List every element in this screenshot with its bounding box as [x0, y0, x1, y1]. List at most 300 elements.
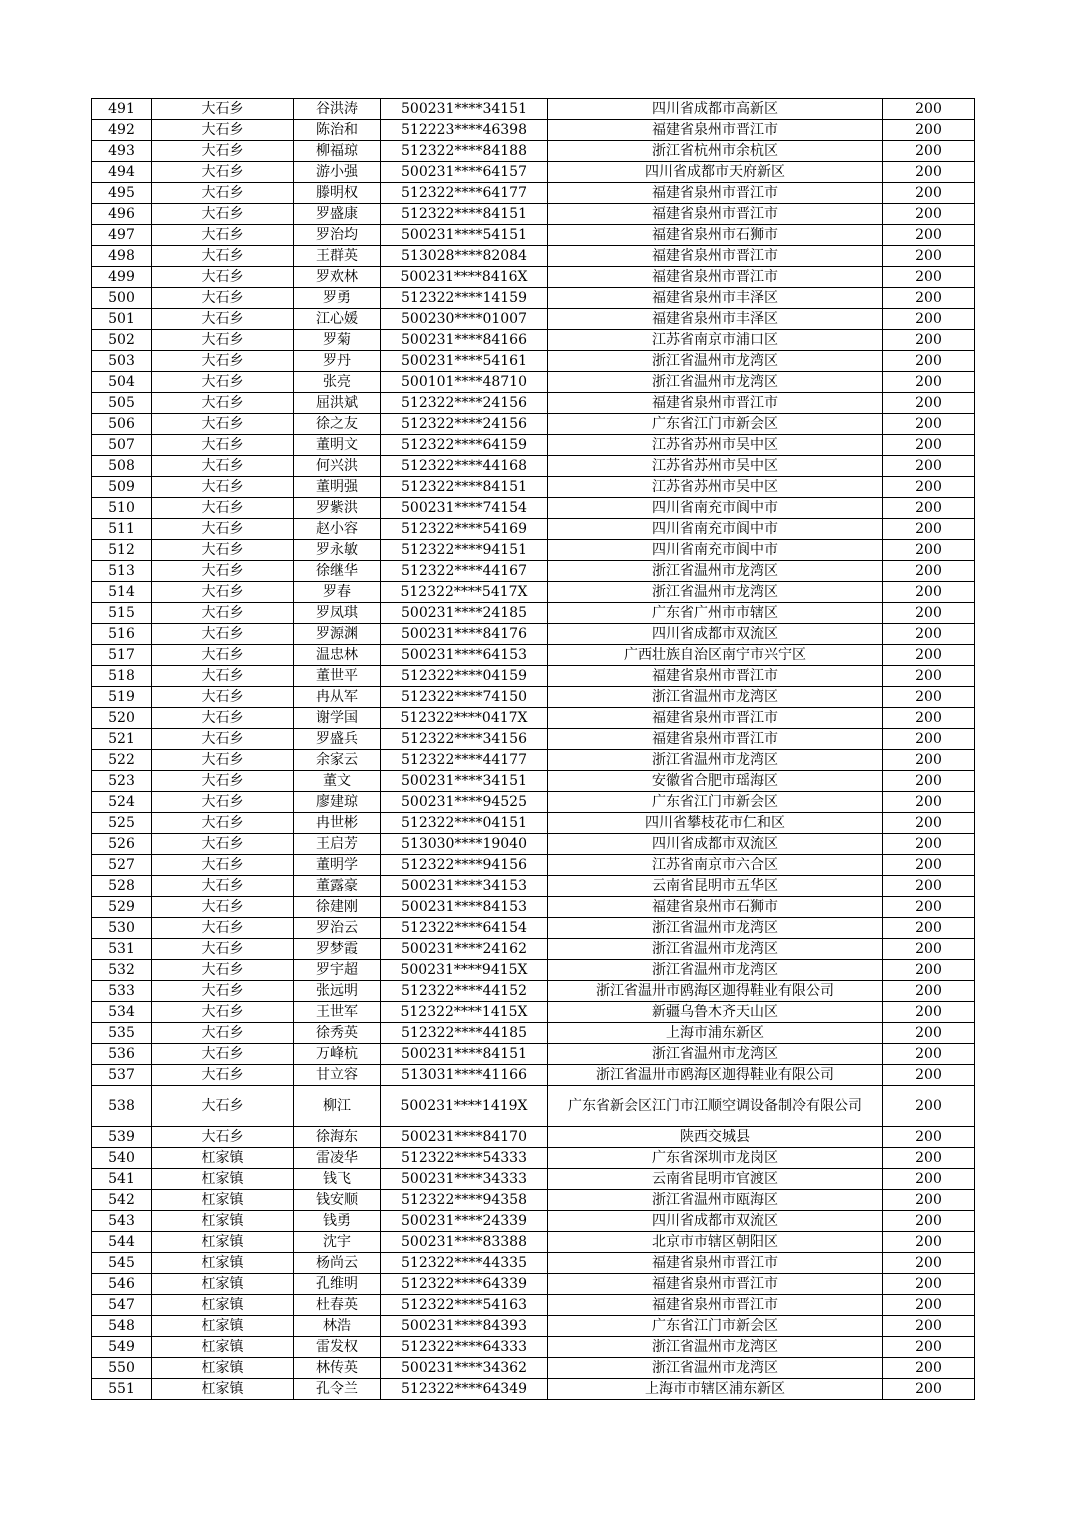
table-row: [92, 1295, 975, 1316]
address-cell: 安徽省合肥市瑶海区: [548, 771, 883, 792]
amount-cell: 200: [883, 687, 975, 708]
id-number-cell: 512322****44177: [381, 750, 548, 771]
table-row: [92, 855, 975, 876]
amount-cell: 200: [883, 813, 975, 834]
amount-cell: 200: [883, 1211, 975, 1232]
amount-cell: 200: [883, 645, 975, 666]
name-cell: 万峰杭: [294, 1044, 381, 1065]
town-cell: 大石乡: [152, 582, 294, 603]
amount-cell: 200: [883, 918, 975, 939]
address-cell: 浙江省温州市龙湾区: [548, 1358, 883, 1379]
table-row: [92, 498, 975, 519]
id-number-cell: 512223****46398: [381, 120, 548, 141]
name-cell: 董明文: [294, 435, 381, 456]
row-number-cell: 540: [92, 1148, 152, 1169]
id-number-cell: 500231****84151: [381, 1044, 548, 1065]
name-cell: 罗永敏: [294, 540, 381, 561]
name-cell: 董露豪: [294, 876, 381, 897]
row-number-cell: 507: [92, 435, 152, 456]
town-cell: 大石乡: [152, 939, 294, 960]
table-row: [92, 1127, 975, 1148]
name-cell: 柳福琼: [294, 141, 381, 162]
address-cell: 四川省攀枝花市仁和区: [548, 813, 883, 834]
town-cell: 杠家镇: [152, 1211, 294, 1232]
address-cell: 江苏省南京市六合区: [548, 855, 883, 876]
table-row: [92, 414, 975, 435]
table-row: [92, 939, 975, 960]
town-cell: 大石乡: [152, 456, 294, 477]
amount-cell: 200: [883, 1337, 975, 1358]
name-cell: 杜春英: [294, 1295, 381, 1316]
address-cell: 江苏省苏州市吴中区: [548, 456, 883, 477]
name-cell: 陈治和: [294, 120, 381, 141]
amount-cell: 200: [883, 99, 975, 120]
town-cell: 大石乡: [152, 813, 294, 834]
amount-cell: 200: [883, 519, 975, 540]
row-number-cell: 522: [92, 750, 152, 771]
table-row: [92, 1044, 975, 1065]
address-cell: 浙江省温卅市鸥海区迦得鞋业有限公司: [548, 1065, 883, 1086]
row-number-cell: 506: [92, 414, 152, 435]
row-number-cell: 515: [92, 603, 152, 624]
town-cell: 大石乡: [152, 603, 294, 624]
id-number-cell: 512322****84188: [381, 141, 548, 162]
town-cell: 大石乡: [152, 750, 294, 771]
row-number-cell: 538: [92, 1086, 152, 1127]
name-cell: 罗欢林: [294, 267, 381, 288]
amount-cell: 200: [883, 561, 975, 582]
amount-cell: 200: [883, 1232, 975, 1253]
name-cell: 冉世彬: [294, 813, 381, 834]
row-number-cell: 520: [92, 708, 152, 729]
table-row: [92, 1002, 975, 1023]
row-number-cell: 505: [92, 393, 152, 414]
town-cell: 大石乡: [152, 561, 294, 582]
name-cell: 谷洪涛: [294, 99, 381, 120]
id-number-cell: 500231****54161: [381, 351, 548, 372]
address-cell: 广东省新会区江门市江顺空调设备制冷有限公司: [548, 1086, 883, 1127]
address-cell: 浙江省温州市龙湾区: [548, 582, 883, 603]
name-cell: 罗春: [294, 582, 381, 603]
id-number-cell: 512322****34156: [381, 729, 548, 750]
id-number-cell: 500231****64153: [381, 645, 548, 666]
name-cell: 罗丹: [294, 351, 381, 372]
table-row: [92, 771, 975, 792]
row-number-cell: 502: [92, 330, 152, 351]
town-cell: 杠家镇: [152, 1274, 294, 1295]
amount-cell: 200: [883, 288, 975, 309]
address-cell: 浙江省杭州市余杭区: [548, 141, 883, 162]
address-cell: 浙江省温州市龙湾区: [548, 960, 883, 981]
address-cell: 福建省泉州市晋江市: [548, 246, 883, 267]
amount-cell: 200: [883, 204, 975, 225]
id-number-cell: 512322****64333: [381, 1337, 548, 1358]
row-number-cell: 535: [92, 1023, 152, 1044]
row-number-cell: 491: [92, 99, 152, 120]
address-cell: 浙江省温州市龙湾区: [548, 687, 883, 708]
name-cell: 雷凌华: [294, 1148, 381, 1169]
id-number-cell: 500231****83388: [381, 1232, 548, 1253]
name-cell: 罗勇: [294, 288, 381, 309]
id-number-cell: 500230****01007: [381, 309, 548, 330]
town-cell: 大石乡: [152, 225, 294, 246]
town-cell: 大石乡: [152, 645, 294, 666]
table-row: [92, 540, 975, 561]
id-number-cell: 513031****41166: [381, 1065, 548, 1086]
id-number-cell: 500231****24185: [381, 603, 548, 624]
address-cell: 福建省泉州市晋江市: [548, 393, 883, 414]
table-row: [92, 120, 975, 141]
town-cell: 大石乡: [152, 834, 294, 855]
row-number-cell: 510: [92, 498, 152, 519]
address-cell: 福建省泉州市晋江市: [548, 183, 883, 204]
row-number-cell: 495: [92, 183, 152, 204]
name-cell: 谢学国: [294, 708, 381, 729]
amount-cell: 200: [883, 981, 975, 1002]
table-row: [92, 960, 975, 981]
id-number-cell: 512322****94151: [381, 540, 548, 561]
id-number-cell: 500231****94525: [381, 792, 548, 813]
amount-cell: 200: [883, 393, 975, 414]
name-cell: 罗梦霞: [294, 939, 381, 960]
address-cell: 浙江省温州市龙湾区: [548, 1337, 883, 1358]
address-cell: 云南省昆明市官渡区: [548, 1169, 883, 1190]
row-number-cell: 525: [92, 813, 152, 834]
address-cell: 浙江省温州市龙湾区: [548, 372, 883, 393]
amount-cell: 200: [883, 1190, 975, 1211]
address-cell: 浙江省温卅市鸥海区迦得鞋业有限公司: [548, 981, 883, 1002]
address-cell: 福建省泉州市晋江市: [548, 1253, 883, 1274]
town-cell: 大石乡: [152, 309, 294, 330]
amount-cell: 200: [883, 1086, 975, 1127]
table-row: [92, 330, 975, 351]
town-cell: 大石乡: [152, 666, 294, 687]
amount-cell: 200: [883, 477, 975, 498]
name-cell: 张亮: [294, 372, 381, 393]
row-number-cell: 498: [92, 246, 152, 267]
address-cell: 四川省成都市天府新区: [548, 162, 883, 183]
amount-cell: 200: [883, 456, 975, 477]
id-number-cell: 500231****34151: [381, 771, 548, 792]
row-number-cell: 547: [92, 1295, 152, 1316]
row-number-cell: 511: [92, 519, 152, 540]
table-body: [92, 99, 975, 1400]
row-number-cell: 493: [92, 141, 152, 162]
town-cell: 大石乡: [152, 351, 294, 372]
amount-cell: 200: [883, 582, 975, 603]
row-number-cell: 545: [92, 1253, 152, 1274]
row-number-cell: 504: [92, 372, 152, 393]
table-row: [92, 1169, 975, 1190]
row-number-cell: 517: [92, 645, 152, 666]
table-row: [92, 141, 975, 162]
id-number-cell: 512322****14159: [381, 288, 548, 309]
row-number-cell: 523: [92, 771, 152, 792]
amount-cell: 200: [883, 750, 975, 771]
name-cell: 徐之友: [294, 414, 381, 435]
amount-cell: 200: [883, 1169, 975, 1190]
id-number-cell: 512322****94358: [381, 1190, 548, 1211]
town-cell: 大石乡: [152, 855, 294, 876]
name-cell: 林传英: [294, 1358, 381, 1379]
id-number-cell: 512322****44152: [381, 981, 548, 1002]
name-cell: 冉从军: [294, 687, 381, 708]
row-number-cell: 546: [92, 1274, 152, 1295]
row-number-cell: 529: [92, 897, 152, 918]
town-cell: 大石乡: [152, 540, 294, 561]
address-cell: 福建省泉州市石狮市: [548, 897, 883, 918]
town-cell: 杠家镇: [152, 1253, 294, 1274]
table-row: [92, 267, 975, 288]
id-number-cell: 512322****94156: [381, 855, 548, 876]
address-cell: 四川省成都市双流区: [548, 624, 883, 645]
name-cell: 王群英: [294, 246, 381, 267]
amount-cell: 200: [883, 1274, 975, 1295]
name-cell: 罗凤琪: [294, 603, 381, 624]
row-number-cell: 533: [92, 981, 152, 1002]
amount-cell: 200: [883, 183, 975, 204]
table-row: [92, 246, 975, 267]
amount-cell: 200: [883, 162, 975, 183]
table-row: [92, 1253, 975, 1274]
name-cell: 滕明权: [294, 183, 381, 204]
amount-cell: 200: [883, 855, 975, 876]
amount-cell: 200: [883, 624, 975, 645]
name-cell: 徐建刚: [294, 897, 381, 918]
town-cell: 大石乡: [152, 918, 294, 939]
amount-cell: 200: [883, 267, 975, 288]
amount-cell: 200: [883, 246, 975, 267]
row-number-cell: 541: [92, 1169, 152, 1190]
name-cell: 温忠林: [294, 645, 381, 666]
id-number-cell: 512322****74150: [381, 687, 548, 708]
amount-cell: 200: [883, 540, 975, 561]
table-row: [92, 1316, 975, 1337]
address-cell: 广东省广州市市辖区: [548, 603, 883, 624]
table-row: [92, 309, 975, 330]
name-cell: 廖建琼: [294, 792, 381, 813]
table-row: [92, 204, 975, 225]
name-cell: 钱勇: [294, 1211, 381, 1232]
town-cell: 大石乡: [152, 708, 294, 729]
address-cell: 广东省深圳市龙岗区: [548, 1148, 883, 1169]
town-cell: 大石乡: [152, 120, 294, 141]
table-row: [92, 1148, 975, 1169]
name-cell: 孔令兰: [294, 1379, 381, 1400]
town-cell: 大石乡: [152, 435, 294, 456]
amount-cell: 200: [883, 330, 975, 351]
id-number-cell: 513030****19040: [381, 834, 548, 855]
town-cell: 大石乡: [152, 372, 294, 393]
table-row: [92, 750, 975, 771]
address-cell: 四川省成都市高新区: [548, 99, 883, 120]
name-cell: 江心媛: [294, 309, 381, 330]
id-number-cell: 500231****34151: [381, 99, 548, 120]
town-cell: 大石乡: [152, 246, 294, 267]
row-number-cell: 527: [92, 855, 152, 876]
row-number-cell: 528: [92, 876, 152, 897]
id-number-cell: 500231****84176: [381, 624, 548, 645]
row-number-cell: 539: [92, 1127, 152, 1148]
id-number-cell: 500231****24162: [381, 939, 548, 960]
name-cell: 罗盛兵: [294, 729, 381, 750]
table-row: [92, 183, 975, 204]
name-cell: 林浩: [294, 1316, 381, 1337]
town-cell: 大石乡: [152, 981, 294, 1002]
amount-cell: 200: [883, 792, 975, 813]
row-number-cell: 537: [92, 1065, 152, 1086]
table-row: [92, 624, 975, 645]
amount-cell: 200: [883, 372, 975, 393]
town-cell: 大石乡: [152, 477, 294, 498]
name-cell: 游小强: [294, 162, 381, 183]
address-cell: 福建省泉州市晋江市: [548, 1295, 883, 1316]
table-row: [92, 1086, 975, 1127]
name-cell: 钱安顺: [294, 1190, 381, 1211]
address-cell: 浙江省温州市龙湾区: [548, 1044, 883, 1065]
table-row: [92, 561, 975, 582]
table-row: [92, 918, 975, 939]
amount-cell: 200: [883, 1316, 975, 1337]
row-number-cell: 521: [92, 729, 152, 750]
row-number-cell: 536: [92, 1044, 152, 1065]
address-cell: 陕西交城县: [548, 1127, 883, 1148]
town-cell: 大石乡: [152, 183, 294, 204]
town-cell: 大石乡: [152, 141, 294, 162]
address-cell: 四川省南充市阆中市: [548, 498, 883, 519]
id-number-cell: 512322****44168: [381, 456, 548, 477]
town-cell: 大石乡: [152, 1023, 294, 1044]
address-cell: 浙江省温州市龙湾区: [548, 561, 883, 582]
table-row: [92, 1190, 975, 1211]
row-number-cell: 496: [92, 204, 152, 225]
id-number-cell: 500231****74154: [381, 498, 548, 519]
table-row: [92, 162, 975, 183]
row-number-cell: 518: [92, 666, 152, 687]
name-cell: 赵小容: [294, 519, 381, 540]
address-cell: 四川省成都市双流区: [548, 834, 883, 855]
table-row: [92, 288, 975, 309]
address-cell: 浙江省温州市龙湾区: [548, 351, 883, 372]
table-row: [92, 477, 975, 498]
town-cell: 大石乡: [152, 1044, 294, 1065]
table-row: [92, 834, 975, 855]
table-row: [92, 729, 975, 750]
name-cell: 罗源渊: [294, 624, 381, 645]
amount-cell: 200: [883, 435, 975, 456]
id-number-cell: 513028****82084: [381, 246, 548, 267]
amount-cell: 200: [883, 960, 975, 981]
town-cell: 大石乡: [152, 498, 294, 519]
row-number-cell: 500: [92, 288, 152, 309]
address-cell: 福建省泉州市晋江市: [548, 267, 883, 288]
amount-cell: 200: [883, 1065, 975, 1086]
id-number-cell: 512322****44185: [381, 1023, 548, 1044]
row-number-cell: 512: [92, 540, 152, 561]
id-number-cell: 500231****24339: [381, 1211, 548, 1232]
amount-cell: 200: [883, 771, 975, 792]
address-cell: 北京市市辖区朝阳区: [548, 1232, 883, 1253]
amount-cell: 200: [883, 1379, 975, 1400]
id-number-cell: 512322****0417X: [381, 708, 548, 729]
id-number-cell: 500231****54151: [381, 225, 548, 246]
town-cell: 大石乡: [152, 1065, 294, 1086]
name-cell: 董世平: [294, 666, 381, 687]
amount-cell: 200: [883, 309, 975, 330]
name-cell: 董明强: [294, 477, 381, 498]
address-cell: 福建省泉州市晋江市: [548, 729, 883, 750]
id-number-cell: 512322****04159: [381, 666, 548, 687]
row-number-cell: 508: [92, 456, 152, 477]
amount-cell: 200: [883, 708, 975, 729]
name-cell: 王世军: [294, 1002, 381, 1023]
amount-cell: 200: [883, 1148, 975, 1169]
amount-cell: 200: [883, 876, 975, 897]
table-row: [92, 666, 975, 687]
id-number-cell: 512322****54333: [381, 1148, 548, 1169]
town-cell: 大石乡: [152, 1086, 294, 1127]
amount-cell: 200: [883, 1023, 975, 1044]
address-cell: 福建省泉州市石狮市: [548, 225, 883, 246]
amount-cell: 200: [883, 1295, 975, 1316]
id-number-cell: 512322****24156: [381, 414, 548, 435]
id-number-cell: 500101****48710: [381, 372, 548, 393]
name-cell: 甘立容: [294, 1065, 381, 1086]
town-cell: 大石乡: [152, 687, 294, 708]
table-row: [92, 603, 975, 624]
id-number-cell: 500231****1419X: [381, 1086, 548, 1127]
name-cell: 孔维明: [294, 1274, 381, 1295]
id-number-cell: 512322****1415X: [381, 1002, 548, 1023]
amount-cell: 200: [883, 897, 975, 918]
table-row: [92, 99, 975, 120]
name-cell: 钱飞: [294, 1169, 381, 1190]
amount-cell: 200: [883, 1358, 975, 1379]
town-cell: 大石乡: [152, 414, 294, 435]
town-cell: 大石乡: [152, 204, 294, 225]
subsidy-list-table: [91, 98, 975, 1400]
address-cell: 广东省江门市新会区: [548, 1316, 883, 1337]
table-row: [92, 813, 975, 834]
row-number-cell: 550: [92, 1358, 152, 1379]
table-row: [92, 1023, 975, 1044]
amount-cell: 200: [883, 414, 975, 435]
town-cell: 大石乡: [152, 624, 294, 645]
town-cell: 大石乡: [152, 1002, 294, 1023]
town-cell: 杠家镇: [152, 1232, 294, 1253]
name-cell: 徐秀英: [294, 1023, 381, 1044]
amount-cell: 200: [883, 1044, 975, 1065]
table-row: [92, 708, 975, 729]
address-cell: 上海市浦东新区: [548, 1023, 883, 1044]
name-cell: 屈洪斌: [294, 393, 381, 414]
row-number-cell: 499: [92, 267, 152, 288]
town-cell: 大石乡: [152, 267, 294, 288]
table-row: [92, 687, 975, 708]
row-number-cell: 549: [92, 1337, 152, 1358]
amount-cell: 200: [883, 729, 975, 750]
address-cell: 福建省泉州市晋江市: [548, 666, 883, 687]
amount-cell: 200: [883, 498, 975, 519]
name-cell: 董明学: [294, 855, 381, 876]
table-row: [92, 393, 975, 414]
id-number-cell: 500231****84393: [381, 1316, 548, 1337]
name-cell: 杨尚云: [294, 1253, 381, 1274]
town-cell: 杠家镇: [152, 1316, 294, 1337]
name-cell: 王启芳: [294, 834, 381, 855]
row-number-cell: 542: [92, 1190, 152, 1211]
table-row: [92, 435, 975, 456]
